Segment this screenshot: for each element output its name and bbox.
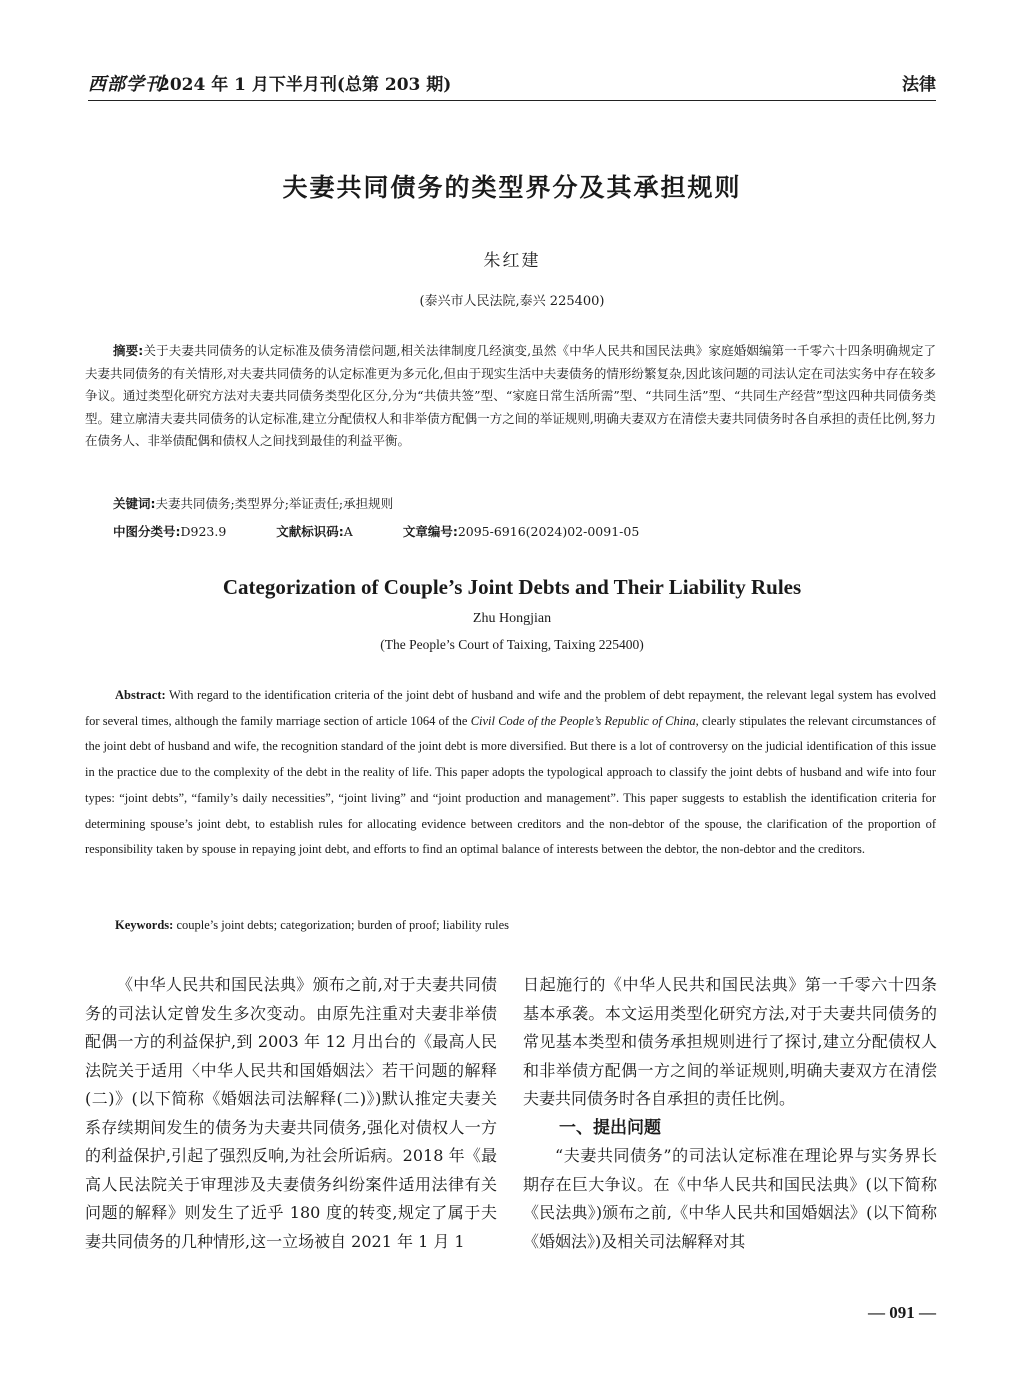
section-label: 法律 (902, 75, 936, 95)
chinese-abstract (85, 340, 936, 453)
english-abstract-italic: Civil Code of the People’s Republic of China (470, 713, 696, 728)
article-number-label: 文章编号: (402, 524, 458, 539)
english-abstract (85, 683, 936, 863)
english-abstract-text-2: , clearly stipulates the relevant circumstances of the joint debt of husband and wife, the recognition standard of the joint debt is more diversified. But there is a lot of controversy on the judicial identification of this issue in the practice due to the complexity of the debt in the reality of life. This paper adopts the typological approach to classify the joint debts of husband and wife into four types: “joint debts”, “family’s daily necessities”, “joint living” and “joint production and management”. This paper suggests to establish the identification criteria for determining spouse’s joint debt, to establish rules for allocating evidence between creditors and the non-debtor of the spouse, the clarification of the proportion of responsibility taken by spouse in repaying joint debt, and efforts to find an optimal balance of interests between the debtor, the non-debtor and the creditors. (85, 713, 937, 857)
document-code-label: 文献标识码: (276, 524, 344, 539)
body-paragraph: 日起施行的《中华人民共和国民法典》第一千零六十四条基本承袭。本文运用类型化研究方法,对于夫妻共同债务的常见基本类型和债务承担规则进行了探讨,建立分配债权人和非举债方配偶一方之间的举证规则,明确夫妻双方在清偿夫妻共同债务时各自承担的责任比例。 (523, 975, 937, 1108)
chinese-author: 朱红建 (483, 251, 541, 271)
article-number (403, 524, 639, 539)
running-header (88, 70, 936, 100)
clc-label: 中图分类号: (113, 524, 181, 539)
classification-info (113, 522, 936, 540)
clc-value: D923.9 (180, 524, 227, 539)
chinese-affiliation: (泰兴市人民法院,泰兴 225400) (419, 294, 605, 309)
clc-number (113, 524, 226, 539)
document-code (276, 524, 353, 539)
english-abstract-text-1: With regard to the identification criteria of the joint debt of husband and wife and the problem of debt repayment, the relevant legal system has evolved for several times, although the family marriage section of article 1064 of the (85, 688, 936, 728)
english-keywords (115, 918, 936, 933)
english-keywords-label: Keywords: (115, 918, 174, 932)
article-number-value: 2095-6916(2024)02-0091-05 (457, 524, 640, 539)
body-column-left (85, 971, 497, 1256)
section-heading: 一、提出问题 (559, 1117, 661, 1138)
chinese-title: 夫妻共同债务的类型界分及其承担规则 (282, 173, 742, 202)
body-paragraph: 《中华人民共和国民法典》颁布之前,对于夫妻共同债务的司法认定曾发生多次变动。由原先注重对夫妻非举债配偶一方的利益保护,到 2003 年 12 月出台的《最高人民法院关于适用〈中华人民共和国婚姻法〉若干问题的解释(二)》(以下简称《婚姻法司法解释(二)》)默认推定夫妻关系存续期间发生的债务为夫妻共同债务,强化对债权人一方的利益保护,引起了强烈反响,为社会所诟病。2018 年《最高人民法院关于审理涉及夫妻债务纠纷案件适用法律有关问题的解释》则发生了近乎 180 度的转变,规定了属于夫妻共同债务的几种情形,这一立场被自 2021 年 1 月 1 (85, 975, 497, 1251)
chinese-keywords-label: 关键词: (113, 496, 156, 511)
english-author: Zhu Hongjian (472, 611, 552, 626)
journal-logo: 西部学刊 (88, 74, 164, 95)
issue-info: 2024 年 1 月下半月刊(总第 203 期) (158, 75, 452, 95)
body-column-right (523, 971, 937, 1256)
document-code-value: A (343, 524, 353, 539)
chinese-keywords-text: 夫妻共同债务;类型界分;举证责任;承担规则 (155, 496, 394, 511)
english-keywords-text: couple’s joint debts; categorization; burden of proof; liability rules (173, 918, 510, 932)
english-title: Categorization of Couple’s Joint Debts and Their Liability Rules (222, 575, 802, 599)
chinese-keywords (113, 494, 936, 512)
page-number: — 091 — (868, 1303, 936, 1322)
body-paragraph: “夫妻共同债务”的司法认定标准在理论界与实务界长期存在巨大争议。在《中华人民共和国民法典》(以下简称《民法典》)颁布之前,《中华人民共和国婚姻法》(以下简称《婚姻法》)及相关司法解释对其 (523, 1146, 937, 1251)
chinese-abstract-text: 关于夫妻共同债务的认定标准及债务清偿问题,相关法律制度几经演变,虽然《中华人民共和国民法典》家庭婚姻编第一千零六十四条明确规定了夫妻共同债务的有关情形,对夫妻共同债务的认定标准更为多元化,但由于现实生活中夫妻债务的情形纷繁复杂,因此该问题的司法认定在司法实务中存在较多争议。通过类型化研究方法对夫妻共同债务类型化区分,分为“共债共签”型、“家庭日常生活所需”型、“共同生活”型、“共同生产经营”型这四种共同债务类型。建立廓清夫妻共同债务的认定标准,建立分配债权人和非举债方配偶一方之间的举证规则,明确夫妻双方在清偿夫妻共同债务时各自承担的责任比例,努力在债务人、非举债配偶和债权人之间找到最佳的利益平衡。 (85, 343, 937, 448)
english-abstract-label: Abstract: (115, 688, 166, 702)
chinese-abstract-label: 摘要: (113, 343, 144, 358)
english-affiliation: (The People’s Court of Taixing, Taixing 225400) (380, 637, 644, 652)
header-divider (88, 100, 936, 101)
